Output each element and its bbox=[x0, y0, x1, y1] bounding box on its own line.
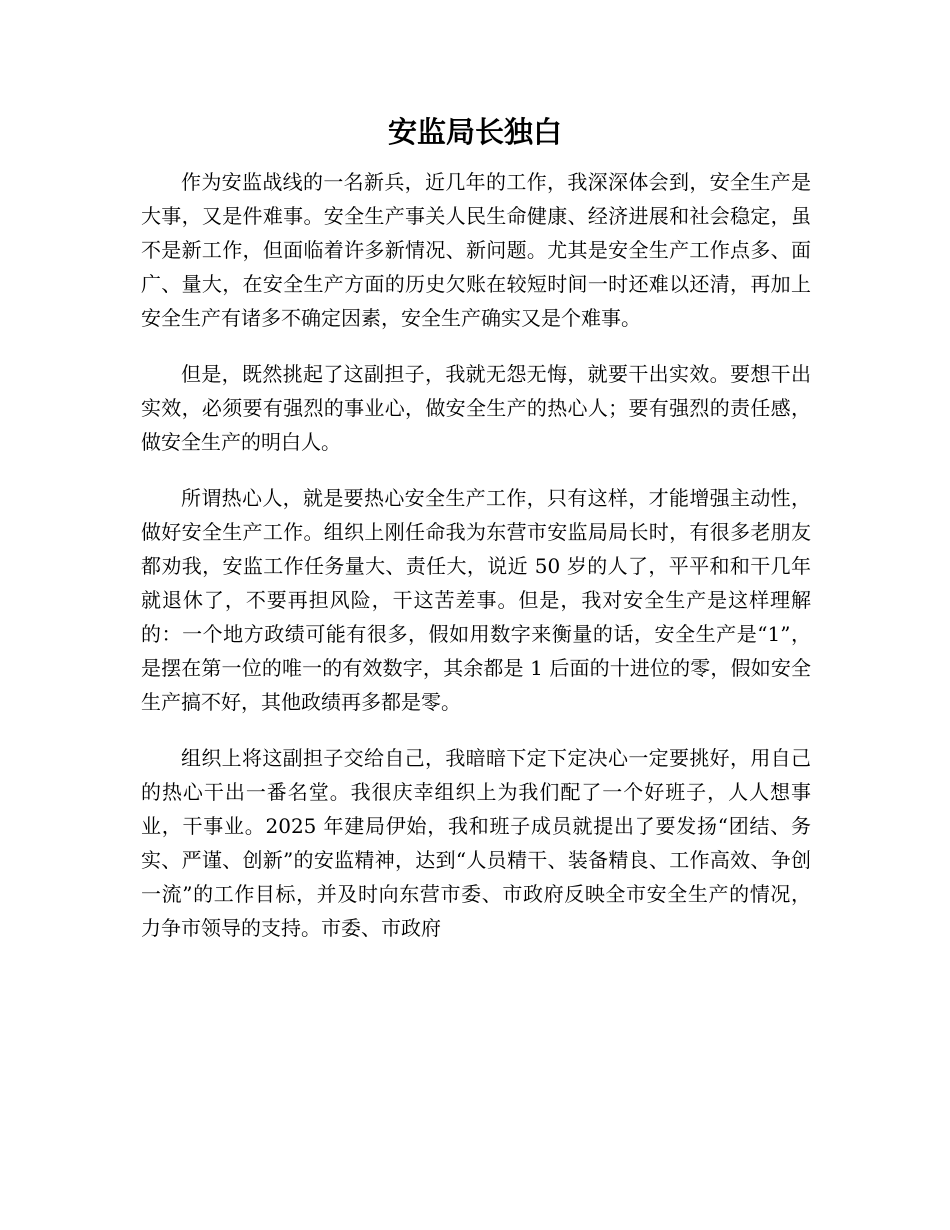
document-title: 安监局长独白 bbox=[387, 115, 562, 149]
paragraph-1: 作为安监战线的一名新兵，近几年的工作，我深深体会到，安全生产是大事，又是件难事。安全生产事关人民生命健康、经济进展和社会稳定，虽不是新工作，但面临着许多新情况、新问题。尤其是安全生产工作点多、面广、量大，在安全生产方面的历史欠账在较短时间一时还难以还清，再加上安全生产有诸多不确定因素，安全生产确实又是个难事。 bbox=[141, 170, 811, 330]
document-body bbox=[141, 165, 811, 967]
paragraph-4: 组织上将这副担子交给自己，我暗暗下定下定决心一定要挑好，用自己的热心干出一番名堂。我很庆幸组织上为我们配了一个好班子，人人想事业，干事业。2025 年建局伊始，我和班子成员就提出了要发扬“团结、务实、严谨、创新”的安监精神，达到“人员精干、装备精良、工作高效、争创一流”的工作目标，并及时向东营市委、市政府反映全市安全生产的情况，力争市领导的支持。市委、市政府 bbox=[141, 746, 811, 940]
paragraph-2: 但是，既然挑起了这副担子，我就无怨无悔，就要干出实效。要想干出实效，必须要有强烈的事业心，做安全生产的热心人；要有强烈的责任感，做安全生产的明白人。 bbox=[141, 362, 811, 454]
paragraph-3: 所谓热心人，就是要热心安全生产工作，只有这样，才能增强主动性，做好安全生产工作。组织上刚任命我为东营市安监局局长时，有很多老朋友都劝我，安监工作任务量大、责任大，说近 50 岁的人了，平平和和干几年就退休了，不要再担风险，干这苦差事。但是，我对安全生产是这样理解的：一个地方政绩可能有很多，假如用数字来衡量的话，安全生产是“1”，是摆在第一位的唯一的有效数字，其余都是 1 后面的十进位的零，假如安全生产搞不好，其他政绩再多都是零。 bbox=[141, 486, 811, 714]
